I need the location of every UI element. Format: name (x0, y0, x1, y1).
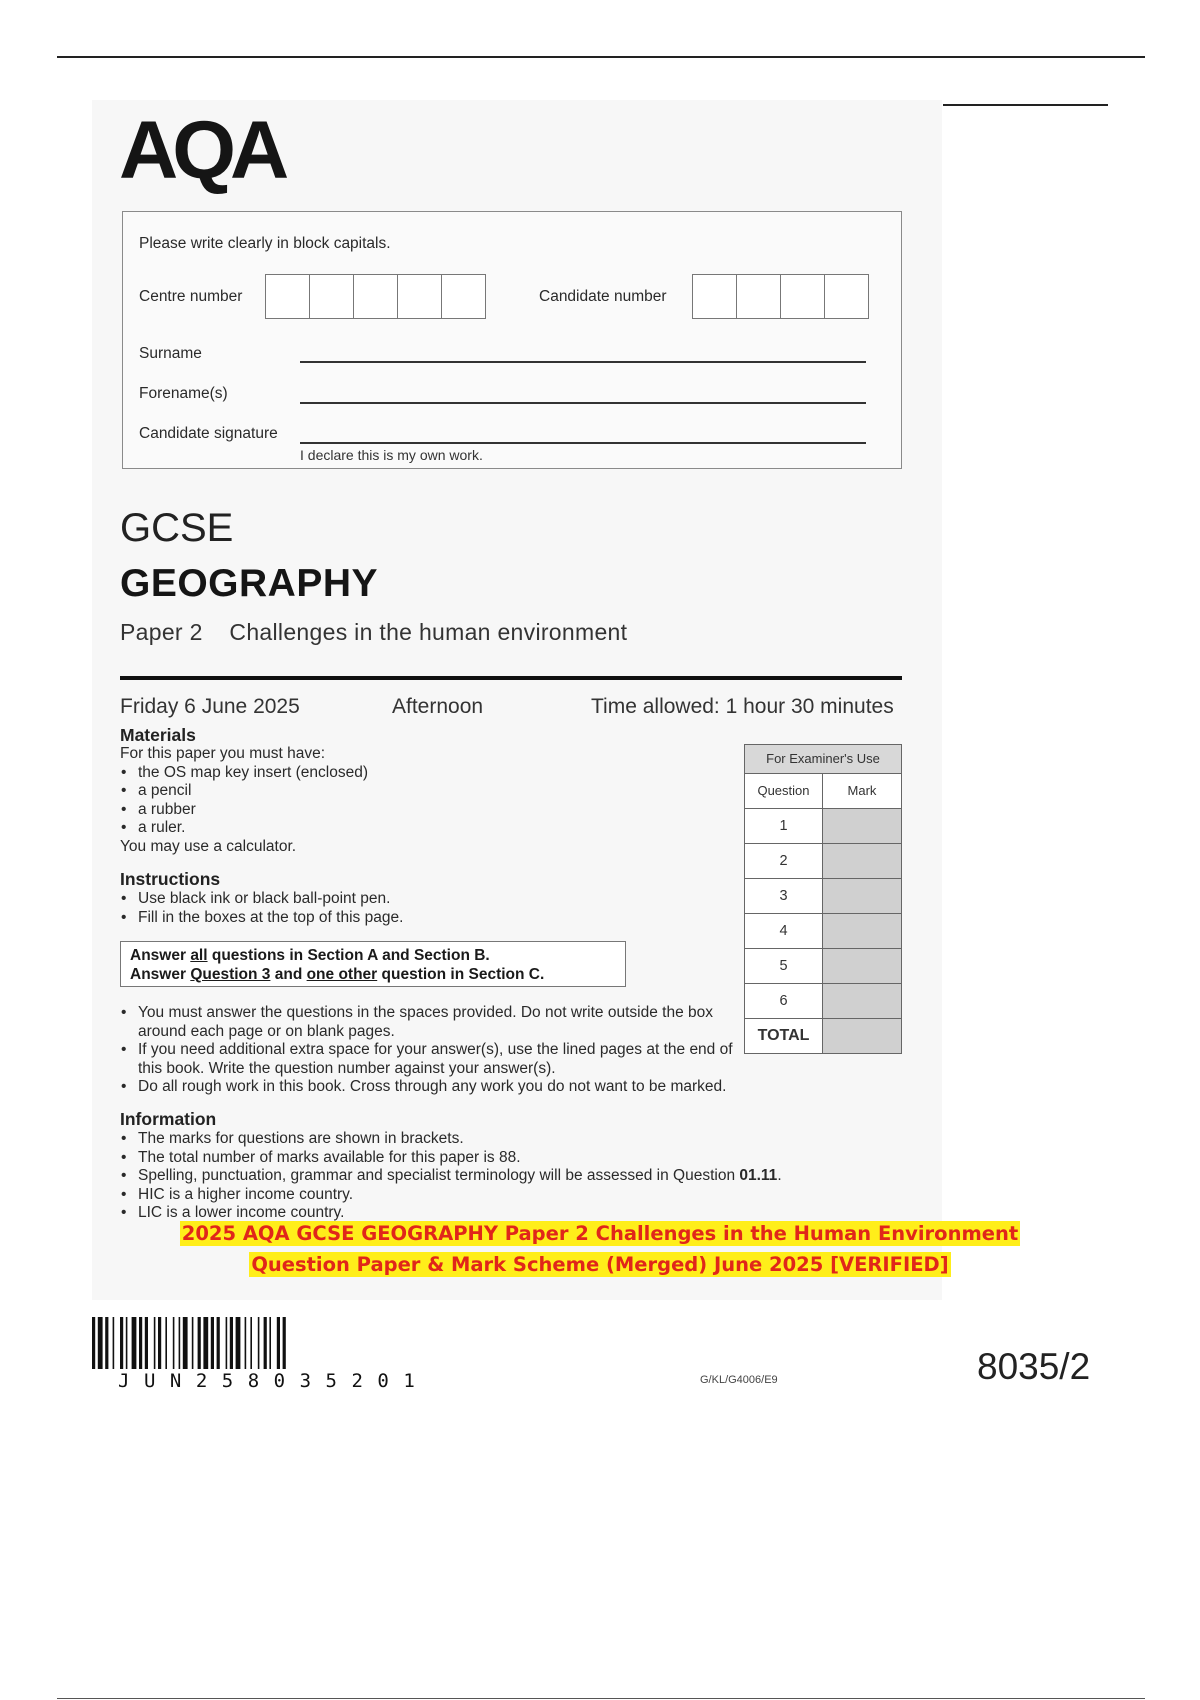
table-row: 1 (745, 809, 901, 844)
forenames-field[interactable] (300, 402, 866, 404)
examiners-use-title: For Examiner's Use (745, 745, 901, 774)
mark-cell (823, 879, 901, 913)
table-row: 5 (745, 949, 901, 984)
materials-list (120, 764, 680, 838)
answer-line-1: Answer all questions in Section A and Section B. (130, 947, 490, 964)
centre-number-boxes[interactable] (266, 274, 486, 319)
candidate-details-box (122, 211, 902, 469)
mark-column-header: Mark (823, 774, 901, 808)
materials-section (120, 745, 680, 856)
table-row: 6 (745, 984, 901, 1019)
document-reference: G/KL/G4006/E9 (700, 1374, 778, 1386)
signature-field[interactable] (300, 442, 866, 444)
centre-number-cell[interactable] (441, 274, 486, 319)
mark-cell (823, 949, 901, 983)
centre-number-label: Centre number (139, 288, 243, 305)
instructions-heading: Instructions (120, 869, 221, 889)
total-mark-cell (823, 1019, 901, 1053)
information-list (120, 1130, 880, 1223)
list-item: • Do all rough work in this book. Cross through any work you do not want to be marked. (120, 1078, 838, 1097)
candidate-number-cell[interactable] (692, 274, 737, 319)
paper-code: 8035/2 (977, 1346, 1091, 1387)
paper-title: Paper 2 Challenges in the human environment (120, 619, 628, 645)
list-item: • HIC is a higher income country. (120, 1186, 880, 1205)
list-item: • Use black ink or black ball-point pen. (120, 890, 680, 909)
list-item: • a rubber (120, 801, 680, 820)
instructions-list (120, 890, 680, 927)
centre-number-cell[interactable] (265, 274, 310, 319)
declaration-text: I declare this is my own work. (300, 447, 483, 463)
top-right-rule (943, 104, 1108, 106)
answer-instructions-box (120, 941, 626, 987)
materials-intro: For this paper you must have: (120, 745, 326, 762)
table-row: 3 (745, 879, 901, 914)
total-row: TOTAL (745, 1019, 901, 1053)
mark-cell (823, 984, 901, 1018)
candidate-number-cell[interactable] (736, 274, 781, 319)
candidate-number-cell[interactable] (824, 274, 869, 319)
table-row: 4 (745, 914, 901, 949)
calculator-note: You may use a calculator. (120, 837, 297, 855)
mark-cell (823, 844, 901, 878)
banner-line-2: Question Paper & Mark Scheme (Merged) June 2025 [VERIFIED] (251, 1253, 949, 1276)
table-row: 2 (745, 844, 901, 879)
banner-line-1: 2025 AQA GCSE GEOGRAPHY Paper 2 Challenges in the Human Environment (181, 1222, 1019, 1245)
top-rule (57, 56, 1145, 58)
list-item: • a pencil (120, 782, 680, 801)
bottom-rule (57, 1698, 1145, 1699)
list-item: • You must answer the questions in the spaces provided. Do not write outside the box around each page or on blank pages. (120, 1004, 738, 1041)
examiners-use-table (744, 744, 902, 1054)
surname-label: Surname (139, 345, 202, 362)
mark-cell (823, 809, 901, 843)
list-item: • The total number of marks available for this paper is 88. (120, 1149, 880, 1168)
signature-label: Candidate signature (139, 425, 278, 442)
mark-cell (823, 914, 901, 948)
answer-line-2: Answer Question 3 and one other question in Section C. (130, 966, 545, 983)
further-instructions-list (120, 1004, 838, 1097)
candidate-number-boxes[interactable] (693, 274, 869, 319)
exam-date: Friday 6 June 2025 (120, 695, 300, 718)
time-allowed: Time allowed: 1 hour 30 minutes (591, 695, 894, 718)
qualification-title: GCSE (120, 506, 234, 550)
barcode-icon (92, 1317, 472, 1369)
centre-number-cell[interactable] (353, 274, 398, 319)
list-item: • a ruler. (120, 819, 680, 838)
list-item: • Fill in the boxes at the top of this page. (120, 909, 680, 928)
candidate-number-cell[interactable] (780, 274, 825, 319)
surname-field[interactable] (300, 361, 866, 363)
list-item: • If you need additional extra space for your answer(s), use the lined pages at the end of this book. Write the question number against your answer(s). (120, 1041, 738, 1078)
candidate-number-label: Candidate number (539, 288, 667, 305)
list-item: • the OS map key insert (enclosed) (120, 764, 680, 783)
list-item: • The marks for questions are shown in brackets. (120, 1130, 880, 1149)
materials-heading: Materials (120, 725, 196, 745)
centre-number-cell[interactable] (309, 274, 354, 319)
block-capitals-instruction: Please write clearly in block capitals. (139, 235, 391, 252)
subject-title: GEOGRAPHY (120, 562, 379, 605)
exam-session: Afternoon (392, 695, 484, 718)
information-heading: Information (120, 1109, 217, 1129)
list-item: • LIC is a lower income country. (120, 1204, 880, 1223)
title-rule (120, 676, 902, 680)
aqa-logo: AQA (119, 105, 284, 196)
table-header-row (745, 774, 901, 809)
centre-number-cell[interactable] (397, 274, 442, 319)
question-column-header: Question (745, 774, 823, 808)
barcode-number: JUN258035201 (118, 1370, 430, 1392)
list-item-spag: • Spelling, punctuation, grammar and specialist terminology will be assessed in Question 01.11. (120, 1167, 880, 1186)
forenames-label: Forename(s) (139, 385, 228, 402)
